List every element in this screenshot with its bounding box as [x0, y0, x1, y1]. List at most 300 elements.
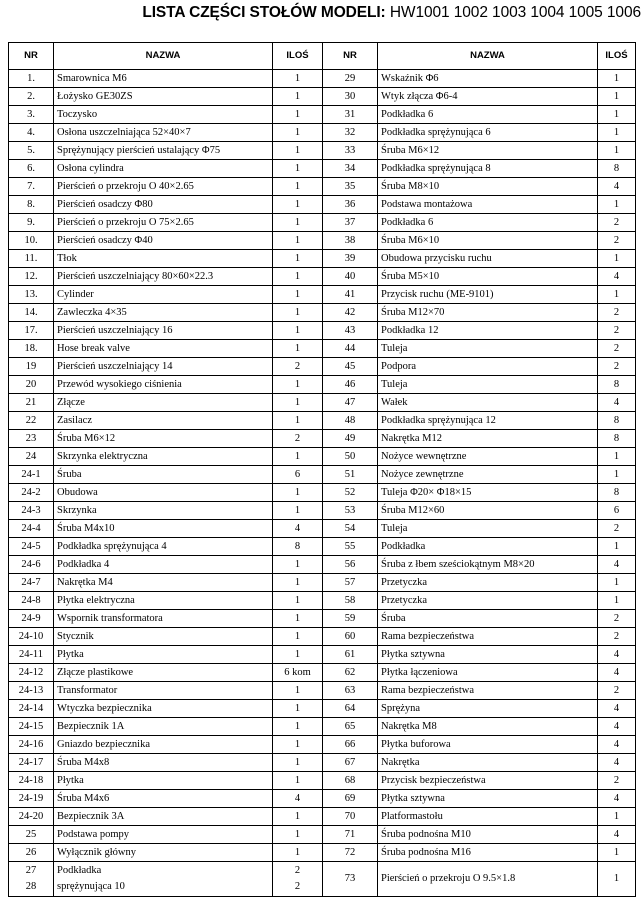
part-quantity-left: 1 [273, 610, 323, 628]
part-quantity-left: 2 [273, 358, 323, 376]
part-number-left: 24-16 [9, 736, 54, 754]
part-name-left: Złącze [54, 394, 273, 412]
part-quantity-left: 1 [273, 214, 323, 232]
part-quantity-left [273, 862, 323, 897]
part-name-right: Rama bezpieczeństwa [378, 682, 598, 700]
part-name-left: Złącze plastikowe [54, 664, 273, 682]
header-qty-left: ILOŚ [273, 43, 323, 70]
part-name-left: Wspornik transformatora [54, 610, 273, 628]
table-row [9, 538, 636, 556]
table-row [9, 466, 636, 484]
table-row [9, 844, 636, 862]
header-name-left: NAZWA [54, 43, 273, 70]
table-row [9, 88, 636, 106]
part-quantity-left: 1 [273, 250, 323, 268]
part-quantity-right: 1 [598, 196, 636, 214]
part-quantity-right: 2 [598, 232, 636, 250]
part-number-left: 12. [9, 268, 54, 286]
part-name-right: Podkładka sprężynująca 6 [378, 124, 598, 142]
part-number-right-line-1: 73 [344, 873, 356, 884]
part-name-left: Tłok [54, 250, 273, 268]
part-number-left: 24-10 [9, 628, 54, 646]
part-name-right: Sprężyna [378, 700, 598, 718]
part-quantity-left: 1 [273, 160, 323, 178]
part-quantity-left: 1 [273, 556, 323, 574]
part-name-left: Cylinder [54, 286, 273, 304]
table-row [9, 376, 636, 394]
part-quantity-right: 8 [598, 376, 636, 394]
part-quantity-right: 1 [598, 466, 636, 484]
part-name-left: Zawleczka 4×35 [54, 304, 273, 322]
part-number-left: 20 [9, 376, 54, 394]
part-name-left: Osłona cylindra [54, 160, 273, 178]
part-quantity-right: 1 [598, 538, 636, 556]
part-number-left: 24-4 [9, 520, 54, 538]
parts-table [8, 42, 636, 897]
table-row [9, 628, 636, 646]
part-quantity-left: 1 [273, 808, 323, 826]
part-quantity-left: 1 [273, 646, 323, 664]
table-row [9, 178, 636, 196]
table-row [9, 664, 636, 682]
part-quantity-left: 1 [273, 448, 323, 466]
part-quantity-left: 1 [273, 340, 323, 358]
part-quantity-left: 1 [273, 412, 323, 430]
table-row [9, 826, 636, 844]
part-number-left: 10. [9, 232, 54, 250]
part-number-right: 72 [323, 844, 378, 862]
table-row [9, 862, 636, 897]
part-name-left: Gniazdo bezpiecznika [54, 736, 273, 754]
part-number-right: 54 [323, 520, 378, 538]
part-name-left-line-1: Podkładka [57, 865, 102, 876]
part-quantity-left: 1 [273, 502, 323, 520]
part-number-right: 39 [323, 250, 378, 268]
part-name-left: Toczysko [54, 106, 273, 124]
part-name-right: Płytka buforowa [378, 736, 598, 754]
table-row [9, 70, 636, 88]
part-number-right: 58 [323, 592, 378, 610]
part-number-right: 35 [323, 178, 378, 196]
part-name-right: Podkładka sprężynująca 12 [378, 412, 598, 430]
part-name-right: Podkładka 6 [378, 106, 598, 124]
part-quantity-right: 2 [598, 610, 636, 628]
part-name-right: Płytka sztywna [378, 790, 598, 808]
part-name-left: Podkładka 4 [54, 556, 273, 574]
part-quantity-right: 1 [598, 574, 636, 592]
part-number-left: 24 [9, 448, 54, 466]
part-number-right: 43 [323, 322, 378, 340]
header-qty-right: ILOŚ [598, 43, 636, 70]
part-number-left: 26 [9, 844, 54, 862]
part-number-right: 46 [323, 376, 378, 394]
part-name-left: Łożysko GE30ZS [54, 88, 273, 106]
part-quantity-left: 1 [273, 322, 323, 340]
part-number-left: 24-12 [9, 664, 54, 682]
part-quantity-left: 1 [273, 826, 323, 844]
part-number-right: 38 [323, 232, 378, 250]
part-number-left: 4. [9, 124, 54, 142]
part-quantity-right: 2 [598, 358, 636, 376]
part-name-left: Wyłącznik główny [54, 844, 273, 862]
part-number-right: 37 [323, 214, 378, 232]
part-quantity-right: 1 [598, 592, 636, 610]
part-name-right: Tuleja [378, 340, 598, 358]
part-quantity-right: 2 [598, 520, 636, 538]
part-number-left: 22 [9, 412, 54, 430]
part-name-right: Płytka sztywna [378, 646, 598, 664]
part-number-right: 42 [323, 304, 378, 322]
part-quantity-right: 4 [598, 646, 636, 664]
part-quantity-right: 6 [598, 502, 636, 520]
part-name-left: Sprężynujący pierścień ustalający Φ75 [54, 142, 273, 160]
part-quantity-left: 1 [273, 286, 323, 304]
part-quantity-right: 4 [598, 556, 636, 574]
part-quantity-left: 8 [273, 538, 323, 556]
table-row [9, 430, 636, 448]
part-number-right: 32 [323, 124, 378, 142]
part-name-left: Śruba M6×12 [54, 430, 273, 448]
part-quantity-right: 4 [598, 790, 636, 808]
part-quantity-left: 4 [273, 520, 323, 538]
part-quantity-left: 1 [273, 754, 323, 772]
table-row [9, 340, 636, 358]
header-nr-right: NR [323, 43, 378, 70]
part-name-right: Przetyczka [378, 574, 598, 592]
part-name-right: Przycisk ruchu (ME-9101) [378, 286, 598, 304]
table-row [9, 412, 636, 430]
part-number-left: 2. [9, 88, 54, 106]
part-quantity-right: 4 [598, 736, 636, 754]
table-row [9, 232, 636, 250]
part-name-right: Przycisk bezpieczeństwa [378, 772, 598, 790]
part-quantity-left-line-2: 2 [294, 881, 301, 892]
part-name-right: Wtyk złącza Φ6-4 [378, 88, 598, 106]
part-number-left: 24-9 [9, 610, 54, 628]
part-number-right: 65 [323, 718, 378, 736]
table-row [9, 592, 636, 610]
table-row [9, 700, 636, 718]
part-quantity-right: 2 [598, 628, 636, 646]
part-name-right: Śruba M12×70 [378, 304, 598, 322]
table-row [9, 790, 636, 808]
part-number-right: 48 [323, 412, 378, 430]
part-quantity-left-line-1: 2 [294, 865, 301, 876]
part-number-right: 64 [323, 700, 378, 718]
part-name-left [54, 862, 273, 897]
part-number-left: 17. [9, 322, 54, 340]
part-quantity-left: 1 [273, 574, 323, 592]
part-name-right: Tuleja [378, 376, 598, 394]
part-quantity-right-line-1: 1 [613, 873, 620, 884]
part-name-right: Śruba M6×10 [378, 232, 598, 250]
part-quantity-right: 4 [598, 754, 636, 772]
part-quantity-left: 1 [273, 268, 323, 286]
part-name-left: Pierścień osadczy Φ40 [54, 232, 273, 250]
part-number-right: 44 [323, 340, 378, 358]
part-name-right: Śruba podnośna M10 [378, 826, 598, 844]
part-quantity-left: 1 [273, 736, 323, 754]
table-row [9, 214, 636, 232]
part-name-left: Pierścień uszczelniający 14 [54, 358, 273, 376]
part-number-right: 41 [323, 286, 378, 304]
part-name-left: Śruba [54, 466, 273, 484]
part-name-right-line-1: Pierścień o przekroju O 9.5×1.8 [381, 873, 516, 884]
part-name-left: Smarownica M6 [54, 70, 273, 88]
table-row [9, 106, 636, 124]
part-number-right: 70 [323, 808, 378, 826]
part-number-right: 34 [323, 160, 378, 178]
part-name-right: Nakrętka [378, 754, 598, 772]
part-number-right: 62 [323, 664, 378, 682]
part-name-right: Przetyczka [378, 592, 598, 610]
table-row [9, 736, 636, 754]
part-quantity-left: 1 [273, 682, 323, 700]
part-number-left: 24-13 [9, 682, 54, 700]
part-quantity-left: 1 [273, 178, 323, 196]
table-row [9, 808, 636, 826]
part-number-left: 24-1 [9, 466, 54, 484]
part-quantity-right: 8 [598, 412, 636, 430]
part-quantity-right: 4 [598, 664, 636, 682]
part-number-right: 40 [323, 268, 378, 286]
table-row [9, 304, 636, 322]
part-quantity-right: 1 [598, 142, 636, 160]
part-number-right: 47 [323, 394, 378, 412]
part-number-left: 24-11 [9, 646, 54, 664]
part-name-right: Śruba M12×60 [378, 502, 598, 520]
table-row [9, 124, 636, 142]
part-name-left: Transformator [54, 682, 273, 700]
part-number-right: 49 [323, 430, 378, 448]
part-quantity-right: 1 [598, 106, 636, 124]
part-number-right: 31 [323, 106, 378, 124]
part-name-left: Płytka [54, 646, 273, 664]
part-quantity-right: 1 [598, 844, 636, 862]
part-name-left: Stycznik [54, 628, 273, 646]
part-number-right: 67 [323, 754, 378, 772]
part-quantity-right: 2 [598, 322, 636, 340]
part-number-left: 9. [9, 214, 54, 232]
part-number-right: 53 [323, 502, 378, 520]
part-quantity-right: 1 [598, 448, 636, 466]
table-row [9, 682, 636, 700]
part-name-right: Nożyce wewnętrzne [378, 448, 598, 466]
part-name-right: Śruba M6×12 [378, 142, 598, 160]
part-number-right: 63 [323, 682, 378, 700]
part-number-left: 21 [9, 394, 54, 412]
part-quantity-left: 1 [273, 70, 323, 88]
part-name-right: Śruba M8×10 [378, 178, 598, 196]
part-number-left: 25 [9, 826, 54, 844]
part-quantity-right: 4 [598, 826, 636, 844]
table-row [9, 520, 636, 538]
part-number-left: 24-8 [9, 592, 54, 610]
part-number-right: 68 [323, 772, 378, 790]
part-number-right: 36 [323, 196, 378, 214]
part-quantity-left: 4 [273, 790, 323, 808]
part-name-left: Podstawa pompy [54, 826, 273, 844]
part-name-left: Bezpiecznik 1A [54, 718, 273, 736]
part-name-left: Pierścień osadczy Φ80 [54, 196, 273, 214]
table-row [9, 610, 636, 628]
part-number-left: 6. [9, 160, 54, 178]
part-name-right: Podkładka [378, 538, 598, 556]
part-quantity-right: 4 [598, 700, 636, 718]
part-name-right: Platformastołu [378, 808, 598, 826]
table-row [9, 754, 636, 772]
part-number-left: 24-2 [9, 484, 54, 502]
part-name-right: Nakrętka M8 [378, 718, 598, 736]
part-number-left: 13. [9, 286, 54, 304]
part-name-left: Przewód wysokiego ciśnienia [54, 376, 273, 394]
part-name-left: Śruba M4x6 [54, 790, 273, 808]
part-number-right: 61 [323, 646, 378, 664]
part-number-left: 24-15 [9, 718, 54, 736]
part-quantity-right: 1 [598, 250, 636, 268]
part-number-left: 7. [9, 178, 54, 196]
part-number-left: 24-18 [9, 772, 54, 790]
part-quantity-left: 1 [273, 304, 323, 322]
part-number-left: 24-14 [9, 700, 54, 718]
part-name-left: Pierścień o przekroju O 75×2.65 [54, 214, 273, 232]
part-name-right: Śruba podnośna M16 [378, 844, 598, 862]
title-models: HW1001 1002 1003 1004 1005 1006 [389, 4, 641, 21]
part-quantity-left: 1 [273, 700, 323, 718]
part-name-left: Pierścień uszczelniający 80×60×22.3 [54, 268, 273, 286]
part-name-left: Śruba M4x8 [54, 754, 273, 772]
part-number-right: 56 [323, 556, 378, 574]
part-number-left: 23 [9, 430, 54, 448]
part-quantity-right: 8 [598, 160, 636, 178]
part-quantity-right: 2 [598, 682, 636, 700]
table-row [9, 142, 636, 160]
part-name-left: Obudowa [54, 484, 273, 502]
part-number-right: 52 [323, 484, 378, 502]
part-name-left: Pierścień o przekroju O 40×2.65 [54, 178, 273, 196]
part-quantity-left: 1 [273, 394, 323, 412]
table-row [9, 502, 636, 520]
part-number-left: 8. [9, 196, 54, 214]
document-title [0, 4, 641, 22]
part-name-left: Płytka [54, 772, 273, 790]
table-row [9, 196, 636, 214]
table-row [9, 772, 636, 790]
part-number-left: 11. [9, 250, 54, 268]
table-row [9, 448, 636, 466]
part-number-left: 5. [9, 142, 54, 160]
part-name-left: Bezpiecznik 3A [54, 808, 273, 826]
part-quantity-left: 1 [273, 124, 323, 142]
part-name-right: Płytka łączeniowa [378, 664, 598, 682]
part-number-right [323, 862, 378, 897]
part-number-right: 33 [323, 142, 378, 160]
part-name-left: Skrzynka [54, 502, 273, 520]
part-quantity-right: 4 [598, 268, 636, 286]
table-row [9, 268, 636, 286]
part-number-left: 24-19 [9, 790, 54, 808]
table-row [9, 484, 636, 502]
part-number-left: 24-20 [9, 808, 54, 826]
part-number-right: 55 [323, 538, 378, 556]
part-name-right: Śruba z łbem sześciokątnym M8×20 [378, 556, 598, 574]
part-name-right: Nożyce zewnętrzne [378, 466, 598, 484]
part-name-right: Wałek [378, 394, 598, 412]
part-quantity-right: 2 [598, 340, 636, 358]
part-number-left: 24-6 [9, 556, 54, 574]
part-quantity-left: 1 [273, 772, 323, 790]
part-number-left-line-1: 27 [25, 865, 37, 876]
part-quantity-right: 4 [598, 178, 636, 196]
part-name-left: Śruba M4x10 [54, 520, 273, 538]
part-number-left: 14. [9, 304, 54, 322]
part-quantity-right: 1 [598, 124, 636, 142]
part-name-left: Podkładka sprężynująca 4 [54, 538, 273, 556]
header-nr-left: NR [9, 43, 54, 70]
part-quantity-left: 1 [273, 376, 323, 394]
part-number-right: 71 [323, 826, 378, 844]
part-number-right: 51 [323, 466, 378, 484]
part-number-right: 57 [323, 574, 378, 592]
table-row [9, 286, 636, 304]
part-number-right: 30 [323, 88, 378, 106]
table-row [9, 556, 636, 574]
part-name-left-line-2: sprężynująca 10 [57, 881, 125, 892]
table-row [9, 646, 636, 664]
part-quantity-left: 1 [273, 718, 323, 736]
part-number-left-line-2: 28 [25, 881, 37, 892]
part-number-left: 24-7 [9, 574, 54, 592]
part-name-right: Tuleja [378, 520, 598, 538]
table-row [9, 250, 636, 268]
part-name-right: Obudowa przycisku ruchu [378, 250, 598, 268]
part-quantity-right [598, 862, 636, 897]
part-name-left: Hose break valve [54, 340, 273, 358]
part-number-left: 18. [9, 340, 54, 358]
part-quantity-right: 8 [598, 430, 636, 448]
part-number-right: 60 [323, 628, 378, 646]
part-quantity-right: 1 [598, 286, 636, 304]
part-quantity-right: 1 [598, 808, 636, 826]
part-number-right: 45 [323, 358, 378, 376]
part-name-right: Podkładka sprężynująca 8 [378, 160, 598, 178]
part-quantity-right: 2 [598, 772, 636, 790]
part-name-right: Podkładka 12 [378, 322, 598, 340]
table-row [9, 358, 636, 376]
part-name-left: Osłona uszczelniająca 52×40×7 [54, 124, 273, 142]
part-quantity-left: 1 [273, 142, 323, 160]
part-quantity-right: 1 [598, 70, 636, 88]
part-name-right: Śruba M5×10 [378, 268, 598, 286]
table-row [9, 394, 636, 412]
part-number-right: 69 [323, 790, 378, 808]
part-name-left: Płytka elektryczna [54, 592, 273, 610]
part-quantity-left: 1 [273, 106, 323, 124]
part-number-right: 66 [323, 736, 378, 754]
header-name-right: NAZWA [378, 43, 598, 70]
part-name-right: Rama bezpieczeństwa [378, 628, 598, 646]
part-quantity-right: 4 [598, 394, 636, 412]
part-name-left: Nakrętka M4 [54, 574, 273, 592]
part-number-left: 19 [9, 358, 54, 376]
part-name-right [378, 862, 598, 897]
part-quantity-left: 6 kom [273, 664, 323, 682]
part-number-right: 50 [323, 448, 378, 466]
table-row [9, 574, 636, 592]
part-number-left [9, 862, 54, 897]
part-quantity-left: 1 [273, 232, 323, 250]
part-quantity-left: 1 [273, 484, 323, 502]
